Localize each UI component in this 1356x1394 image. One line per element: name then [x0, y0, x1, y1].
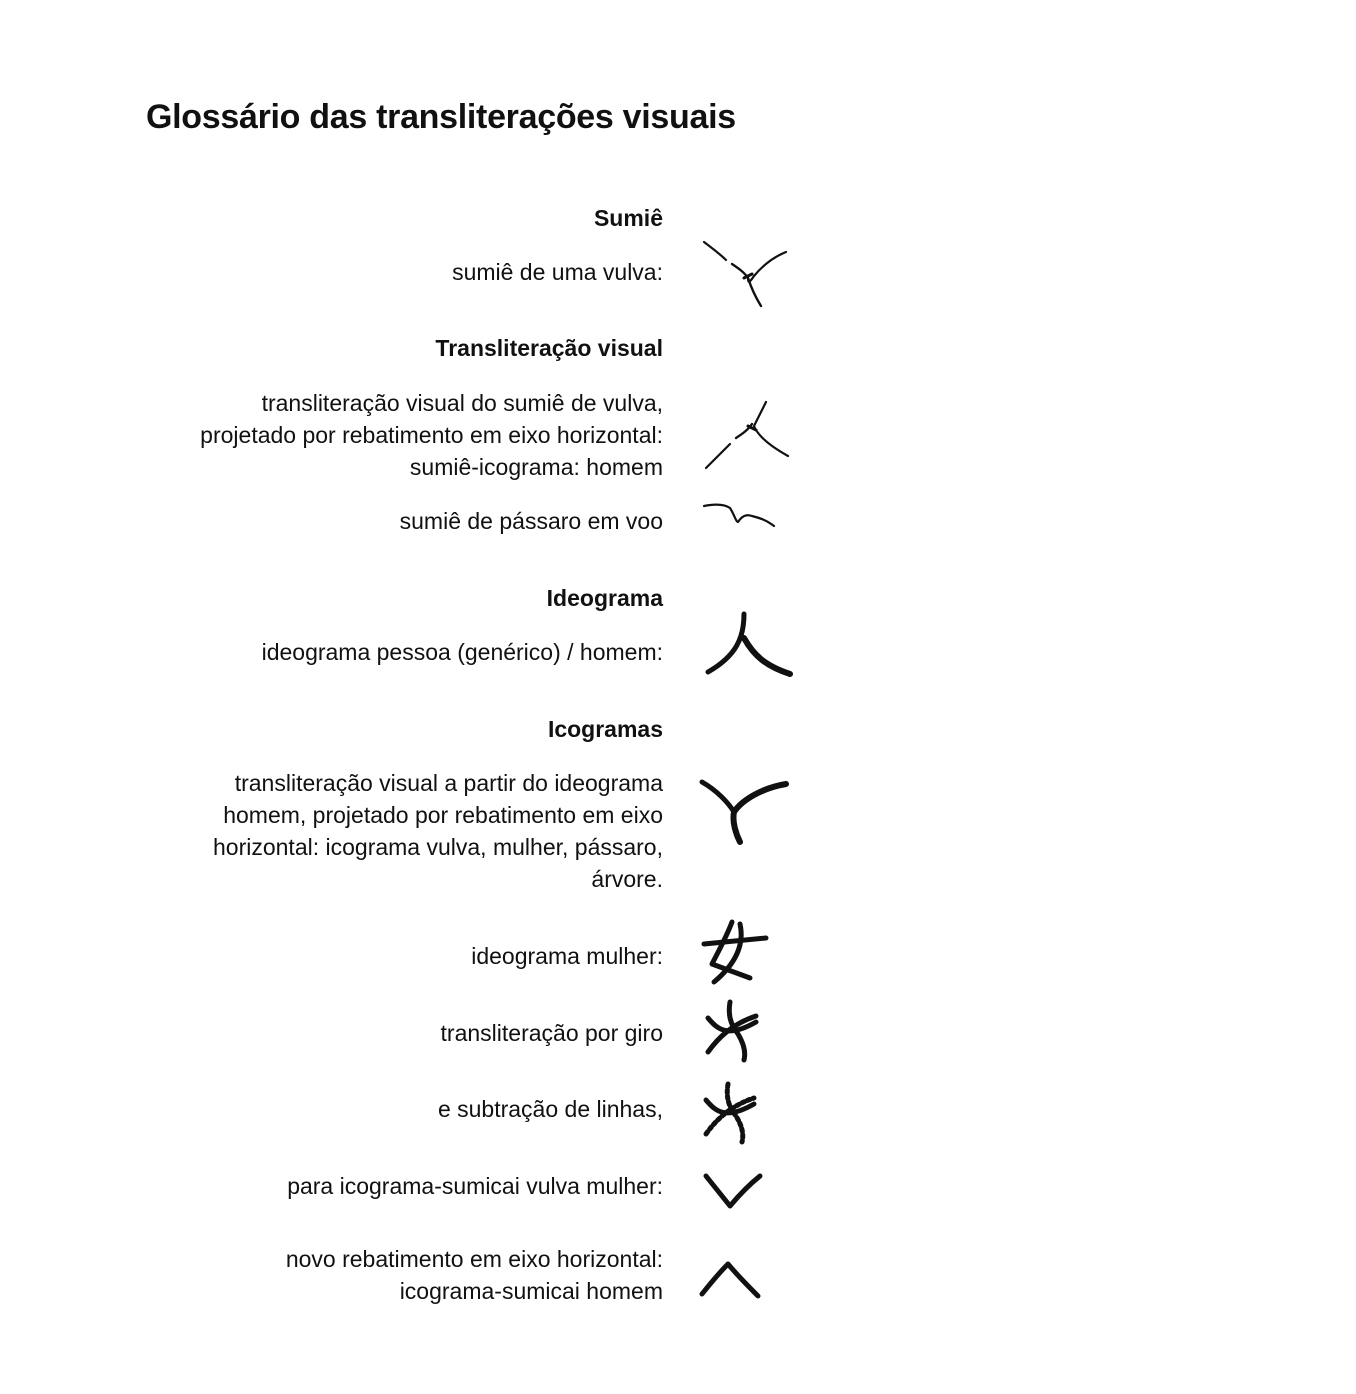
entry-ideograma-pessoa: ideograma pessoa (genérico) / homem:	[261, 639, 663, 665]
mulher-giro-icon	[702, 998, 766, 1064]
sumie-passaro-icon	[700, 500, 790, 534]
mulher-subtracao-icon	[700, 1078, 764, 1148]
section-heading-transliteracao: Transliteração visual	[435, 335, 663, 361]
ideograma-mulher-icon	[700, 918, 776, 988]
section-heading-icogramas: Icogramas	[547, 716, 663, 742]
entry-transliteracao-giro: transliteração por giro	[440, 1020, 663, 1046]
sumicai-homem-icon	[698, 1254, 770, 1304]
entry-sumicai-vulva-mulher: para icograma-sumicai vulva mulher:	[287, 1173, 663, 1199]
entry-icograma-line-4: árvore.	[591, 866, 663, 892]
entry-transliteracao-line-3: sumiê-icograma: homem	[409, 454, 663, 480]
icograma-vulva-icon	[698, 776, 798, 850]
entry-rebatimento-line-2: icograma-sumicai homem	[399, 1278, 663, 1304]
entry-sumie-vulva: sumiê de uma vulva:	[452, 259, 663, 285]
sumie-vulva-icon	[698, 234, 798, 314]
entry-rebatimento-line-1: novo rebatimento em eixo horizontal:	[285, 1246, 663, 1272]
section-heading-ideograma: Ideograma	[546, 585, 663, 611]
entry-icograma-line-1: transliteração visual a partir do ideograma	[234, 770, 663, 796]
entry-ideograma-mulher: ideograma mulher:	[471, 943, 663, 969]
sumicai-vulva-mulher-icon	[700, 1166, 770, 1214]
entry-transliteracao-line-1: transliteração visual do sumiê de vulva,	[261, 390, 663, 416]
entry-icograma-line-3: horizontal: icograma vulva, mulher, pássaro,	[213, 834, 663, 860]
section-heading-sumie: Sumiê	[593, 205, 663, 231]
entry-sumie-passaro: sumiê de pássaro em voo	[399, 508, 663, 534]
ideograma-pessoa-icon	[700, 608, 800, 682]
page-title: Glossário das transliterações visuais	[146, 98, 736, 136]
entry-icograma-line-2: homem, projetado por rebatimento em eixo	[223, 802, 663, 828]
entry-subtracao-linhas: e subtração de linhas,	[437, 1096, 663, 1122]
entry-transliteracao-line-2: projetado por rebatimento em eixo horizontal:	[200, 422, 663, 448]
sumie-icograma-homem-icon	[700, 396, 800, 476]
